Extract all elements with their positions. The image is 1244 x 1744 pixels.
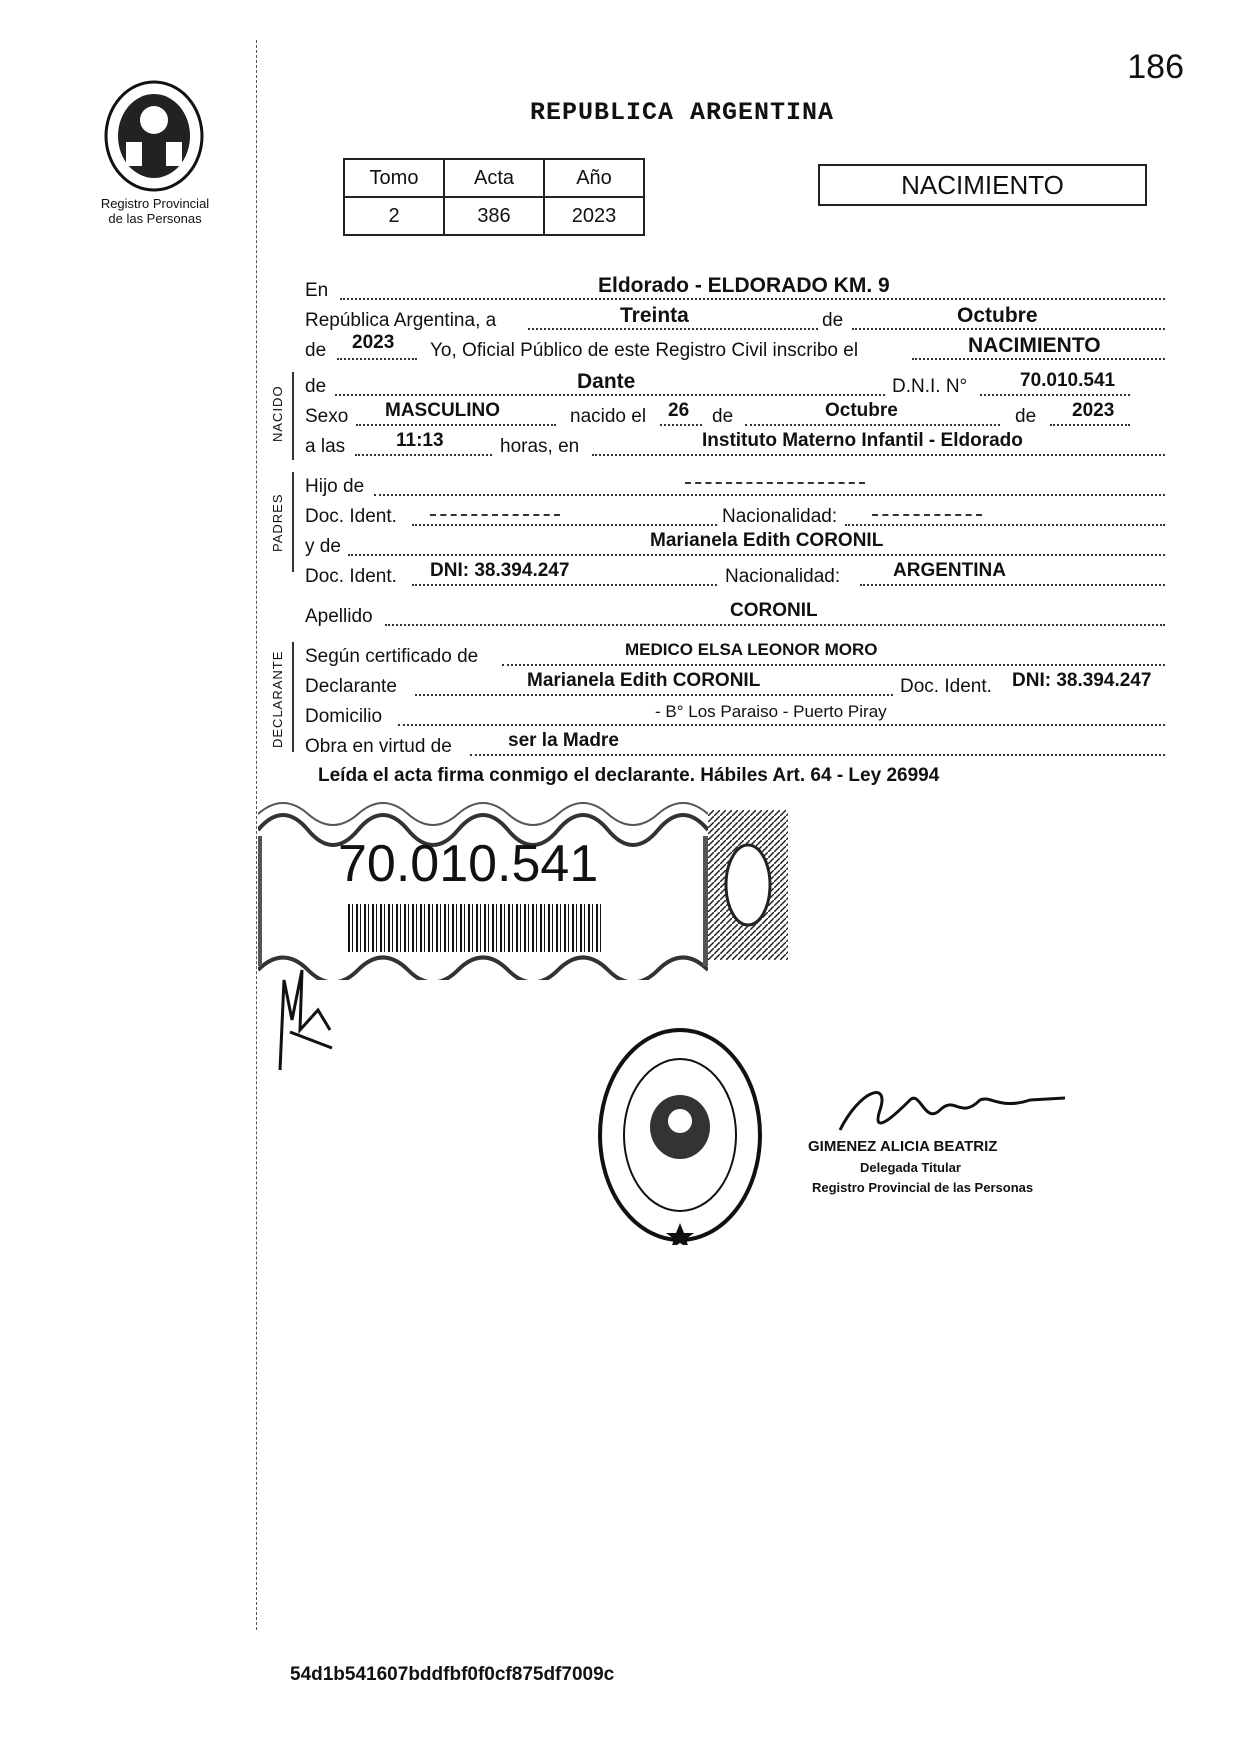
registry-table bbox=[343, 158, 645, 236]
field-mother-doc: DNI: 38.394.247 bbox=[430, 560, 570, 581]
certificate-strip bbox=[258, 800, 708, 980]
signer-role: Delegada Titular bbox=[860, 1160, 961, 1175]
registry-logo bbox=[90, 80, 220, 226]
margin-line bbox=[256, 40, 257, 1630]
dotted-line bbox=[845, 524, 1165, 526]
label-segun: Según certificado de bbox=[305, 646, 479, 667]
field-certifier: MEDICO ELSA LEONOR MORO bbox=[625, 640, 878, 659]
label-republica: República Argentina, a bbox=[305, 310, 497, 331]
label-obra: Obra en virtud de bbox=[305, 736, 452, 757]
field-birth-place: Instituto Materno Infantil - Eldorado bbox=[702, 430, 1023, 451]
dotted-line bbox=[355, 454, 492, 456]
label-doc-ident: Doc. Ident. bbox=[305, 566, 397, 587]
field-mother-nationality: ARGENTINA bbox=[893, 560, 1006, 581]
label-y-de: y de bbox=[305, 536, 341, 557]
label-dni: D.N.I. N° bbox=[892, 376, 968, 397]
blank-dash bbox=[872, 514, 982, 516]
dotted-line bbox=[502, 664, 1165, 666]
field-year: 2023 bbox=[352, 332, 395, 353]
dotted-line bbox=[412, 524, 717, 526]
label-horas: horas, en bbox=[500, 436, 580, 457]
provincial-seal-icon bbox=[102, 80, 206, 192]
label-hijo: Hijo de bbox=[305, 476, 365, 497]
label-de: de bbox=[305, 340, 327, 361]
security-pattern-icon bbox=[708, 810, 788, 960]
dotted-line bbox=[980, 394, 1130, 396]
registry-value-anio: 2023 bbox=[544, 197, 644, 235]
barcode bbox=[348, 904, 603, 952]
dotted-line bbox=[745, 424, 1000, 426]
dotted-line bbox=[335, 394, 885, 396]
label-a-las: a las bbox=[305, 436, 346, 457]
signature-scribble-icon bbox=[270, 960, 340, 1080]
dotted-line bbox=[470, 754, 1165, 756]
field-month: Octubre bbox=[957, 304, 1038, 327]
label-declarante: Declarante bbox=[305, 676, 397, 697]
registry-value-acta: 386 bbox=[444, 197, 544, 235]
registry-header-acta: Acta bbox=[444, 159, 544, 197]
dotted-line bbox=[374, 494, 1165, 496]
label-domicilio: Domicilio bbox=[305, 706, 383, 727]
dotted-line bbox=[592, 454, 1165, 456]
dotted-line bbox=[348, 554, 1165, 556]
section-brace bbox=[292, 372, 294, 460]
field-surname: CORONIL bbox=[730, 600, 818, 621]
label-de: de bbox=[305, 376, 327, 397]
field-time: 11:13 bbox=[396, 430, 444, 451]
field-birth-year: 2023 bbox=[1072, 400, 1115, 421]
section-brace bbox=[292, 642, 294, 752]
field-name: Dante bbox=[577, 370, 636, 393]
field-place: Eldorado - ELDORADO KM. 9 bbox=[598, 274, 890, 297]
dotted-line bbox=[860, 584, 1165, 586]
registry-header-tomo: Tomo bbox=[344, 159, 444, 197]
field-event: NACIMIENTO bbox=[968, 334, 1101, 357]
page-number: 186 bbox=[1127, 48, 1184, 86]
label-apellido: Apellido bbox=[305, 606, 373, 627]
side-label-nacido: NACIDO bbox=[270, 385, 285, 442]
signer-name: GIMENEZ ALICIA BEATRIZ bbox=[808, 1138, 998, 1155]
label-de: de bbox=[712, 406, 734, 427]
document-hash: 54d1b541607bddfbf0f0cf875df7009c bbox=[290, 1664, 615, 1685]
field-reason: ser la Madre bbox=[508, 730, 619, 751]
label-yo: Yo, Oficial Público de este Registro Civil inscribo el bbox=[430, 340, 859, 361]
dotted-line bbox=[412, 584, 717, 586]
logo-caption: Registro Provincial de las Personas bbox=[100, 196, 210, 226]
side-label-padres: PADRES bbox=[270, 493, 285, 552]
registry-value-tomo: 2 bbox=[344, 197, 444, 235]
label-doc-ident: Doc. Ident. bbox=[900, 676, 992, 697]
dotted-line bbox=[660, 424, 702, 426]
document-title: REPUBLICA ARGENTINA bbox=[530, 98, 835, 127]
field-birth-month: Octubre bbox=[825, 400, 898, 421]
dotted-line bbox=[415, 694, 893, 696]
field-sex: MASCULINO bbox=[385, 400, 501, 421]
field-address: - B° Los Paraiso - Puerto Piray bbox=[655, 702, 887, 721]
certificate-number: 70.010.541 bbox=[338, 835, 599, 893]
dotted-line bbox=[337, 358, 417, 360]
label-nacionalidad: Nacionalidad: bbox=[725, 566, 841, 587]
section-brace bbox=[292, 472, 294, 572]
blank-dash bbox=[430, 514, 560, 516]
delegation-seal-icon bbox=[595, 1025, 765, 1245]
registry-header-anio: Año bbox=[544, 159, 644, 197]
field-declarant: Marianela Edith CORONIL bbox=[527, 670, 761, 691]
field-birth-day: 26 bbox=[668, 400, 690, 421]
legal-footnote: Leída el acta firma conmigo el declarante. Hábiles Art. 64 - Ley 26994 bbox=[318, 765, 940, 786]
dotted-line bbox=[852, 328, 1165, 330]
dotted-line bbox=[398, 724, 1165, 726]
signer-org: Registro Provincial de las Personas bbox=[812, 1180, 1034, 1195]
label-de: de bbox=[1015, 406, 1037, 427]
dotted-line bbox=[1050, 424, 1130, 426]
label-sexo: Sexo bbox=[305, 406, 349, 427]
record-type: NACIMIENTO bbox=[818, 164, 1147, 206]
field-mother-name: Marianela Edith CORONIL bbox=[650, 530, 884, 551]
dotted-line bbox=[528, 328, 818, 330]
dotted-line bbox=[356, 424, 556, 426]
label-en: En bbox=[305, 280, 329, 301]
field-declarant-doc: DNI: 38.394.247 bbox=[1012, 670, 1152, 691]
field-dni: 70.010.541 bbox=[1020, 370, 1116, 391]
side-label-declarante: DECLARANTE bbox=[270, 650, 285, 748]
field-day: Treinta bbox=[620, 304, 689, 327]
dotted-line bbox=[385, 624, 1165, 626]
label-de: de bbox=[822, 310, 844, 331]
label-nacionalidad: Nacionalidad: bbox=[722, 506, 838, 527]
dotted-line bbox=[912, 358, 1165, 360]
label-doc-ident: Doc. Ident. bbox=[305, 506, 397, 527]
label-nacido: nacido el bbox=[570, 406, 647, 427]
blank-dash bbox=[685, 482, 865, 484]
dotted-line bbox=[340, 298, 1165, 300]
